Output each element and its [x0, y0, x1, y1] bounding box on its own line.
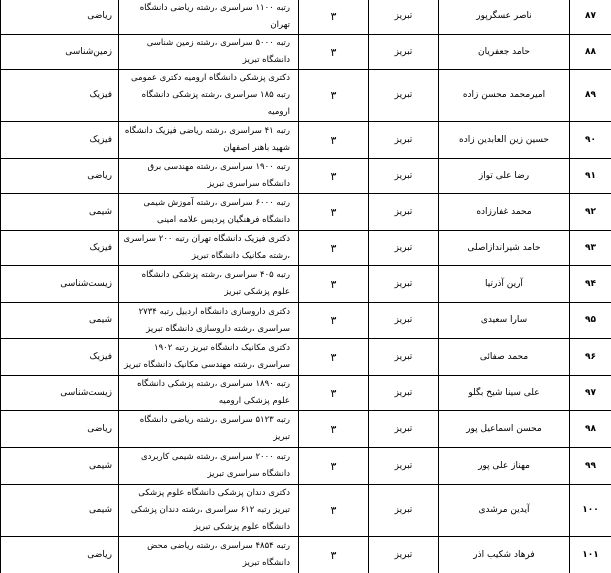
- field-of-study-cell: فیزیک: [1, 231, 119, 266]
- grade-cell: ۳: [299, 159, 369, 194]
- row-number-cell: ۹۱: [570, 159, 611, 194]
- grade-cell: ۳: [299, 485, 369, 537]
- row-number-cell: ۱۰۰: [570, 485, 611, 537]
- person-name-cell: امیرمحمد محسن زاده: [439, 70, 570, 122]
- rank-description-cell: رتبه ۲۰۰۰ سراسری ،رشته شیمی کاربردی دانشگاه سراسری تبریز: [119, 448, 299, 485]
- city-cell: تبریز: [369, 231, 439, 266]
- city-cell: تبریز: [369, 159, 439, 194]
- grade-cell: ۳: [299, 303, 369, 339]
- row-number-cell: ۹۳: [570, 231, 611, 266]
- field-of-study-cell: شیمی: [1, 485, 119, 537]
- rank-description-cell: رتبه ۶۰۰۰ سراسری ،رشته آموزش شیمی دانشگاه فرهنگیان پردیس علامه امینی: [119, 194, 299, 231]
- rank-description-cell: دکتری دندان پزشکی دانشگاه علوم پزشکی تبریز رتبه ۶۱۲ سراسری ،رشته دندان پزشکی دانشگاه علوم پزشکی تبریز: [119, 485, 299, 537]
- row-number-cell: ۹۸: [570, 411, 611, 448]
- grade-cell: ۳: [299, 448, 369, 485]
- field-of-study-cell: شیمی: [1, 303, 119, 339]
- field-of-study-cell: ریاضی: [1, 0, 119, 35]
- city-cell: تبریز: [369, 35, 439, 70]
- rank-description-cell: رتبه ۴۰۵ سراسری ،رشته پزشکی دانشگاه علوم پزشکی تبریز: [119, 266, 299, 303]
- rank-description-cell: رتبه ۱۸۹۰ سراسری ،رشته پزشکی دانشگاه علوم پزشکی ارومیه: [119, 376, 299, 411]
- person-name-cell: حامد شیراندازاصلی: [439, 231, 570, 266]
- table-row: [1, 537, 611, 573]
- grade-cell: ۳: [299, 194, 369, 231]
- person-name-cell: محمد صفائی: [439, 339, 570, 376]
- row-number-cell: ۹۹: [570, 448, 611, 485]
- field-of-study-cell: زیست‌شناسی: [1, 266, 119, 303]
- field-of-study-cell: فیزیک: [1, 339, 119, 376]
- row-number-cell: ۹۷: [570, 376, 611, 411]
- field-of-study-cell: زمین‌شناسی: [1, 35, 119, 70]
- city-cell: تبریز: [369, 485, 439, 537]
- city-cell: تبریز: [369, 448, 439, 485]
- city-cell: تبریز: [369, 122, 439, 159]
- rank-description-cell: رتبه ۴۸۵۴ سراسری ،رشته ریاضی محض دانشگاه تبریز: [119, 537, 299, 573]
- table-row: [1, 448, 611, 485]
- person-name-cell: سارا سعیدی: [439, 303, 570, 339]
- field-of-study-cell: شیمی: [1, 448, 119, 485]
- field-of-study-cell: ریاضی: [1, 411, 119, 448]
- city-cell: تبریز: [369, 194, 439, 231]
- city-cell: تبریز: [369, 339, 439, 376]
- row-number-cell: ۹۰: [570, 122, 611, 159]
- rank-description-cell: رتبه ۱۱۰۰ سراسری ،رشته ریاضی دانشگاه تهران: [119, 0, 299, 35]
- table-row: [1, 0, 611, 35]
- grade-cell: ۳: [299, 411, 369, 448]
- person-name-cell: آرین آذرتیا: [439, 266, 570, 303]
- city-cell: تبریز: [369, 0, 439, 35]
- table-row: [1, 35, 611, 70]
- field-of-study-cell: ریاضی: [1, 537, 119, 573]
- person-name-cell: محمد غفارزاده: [439, 194, 570, 231]
- table-row: [1, 231, 611, 266]
- row-number-cell: ۸۹: [570, 70, 611, 122]
- table-row: [1, 266, 611, 303]
- row-number-cell: ۹۵: [570, 303, 611, 339]
- grade-cell: ۳: [299, 0, 369, 35]
- grade-cell: ۳: [299, 339, 369, 376]
- grade-cell: ۳: [299, 266, 369, 303]
- rank-description-cell: رتبه ۵۰۰۰ سراسری ،رشته زمین شناسی دانشگاه تبریز: [119, 35, 299, 70]
- grade-cell: ۳: [299, 70, 369, 122]
- city-cell: تبریز: [369, 537, 439, 573]
- city-cell: تبریز: [369, 266, 439, 303]
- row-number-cell: ۸۸: [570, 35, 611, 70]
- person-name-cell: حسین زین العابدین زاده: [439, 122, 570, 159]
- city-cell: تبریز: [369, 411, 439, 448]
- person-name-cell: فرهاد شکیب اذر: [439, 537, 570, 573]
- person-name-cell: مهناز علی پور: [439, 448, 570, 485]
- grade-cell: ۳: [299, 231, 369, 266]
- person-name-cell: ناصر عسگرپور: [439, 0, 570, 35]
- field-of-study-cell: ریاضی: [1, 159, 119, 194]
- grade-cell: ۳: [299, 35, 369, 70]
- row-number-cell: ۱۰۱: [570, 537, 611, 573]
- table-row: [1, 376, 611, 411]
- person-name-cell: رضا علی تواز: [439, 159, 570, 194]
- grade-cell: ۳: [299, 122, 369, 159]
- table-row: [1, 70, 611, 122]
- city-cell: تبریز: [369, 70, 439, 122]
- table-row: [1, 159, 611, 194]
- row-number-cell: ۹۲: [570, 194, 611, 231]
- table-row: [1, 339, 611, 376]
- grade-cell: ۳: [299, 376, 369, 411]
- person-name-cell: علی سینا شیخ بگلو: [439, 376, 570, 411]
- table-row: [1, 303, 611, 339]
- city-cell: تبریز: [369, 376, 439, 411]
- table-row: [1, 485, 611, 537]
- person-name-cell: آیدین مرشدی: [439, 485, 570, 537]
- table-row: [1, 194, 611, 231]
- rank-description-cell: رتبه ۱۹۰۰ سراسری ،رشته مهندسی برق دانشگاه سراسری تبریز: [119, 159, 299, 194]
- rank-description-cell: رتبه ۴۱ سراسری ،رشته ریاضی فیزیک دانشگاه شهید باهنر اصفهان: [119, 122, 299, 159]
- field-of-study-cell: فیزیک: [1, 70, 119, 122]
- rank-description-cell: دکتری پزشکی دانشگاه ارومیه دکتری عمومی رتبه ۱۸۵ سراسری ،رشته پزشکی دانشگاه ارومیه: [119, 70, 299, 122]
- field-of-study-cell: شیمی: [1, 194, 119, 231]
- rank-description-cell: دکتری داروسازی دانشگاه اردبیل رتبه ۲۷۳۴ سراسری ،رشته داروسازی دانشگاه تبریز: [119, 303, 299, 339]
- person-name-cell: محسن اسماعیل پور: [439, 411, 570, 448]
- grade-cell: ۳: [299, 537, 369, 573]
- city-cell: تبریز: [369, 303, 439, 339]
- table-row: [1, 411, 611, 448]
- row-number-cell: ۹۶: [570, 339, 611, 376]
- row-number-cell: ۸۷: [570, 0, 611, 35]
- person-name-cell: حامد جعفریان: [439, 35, 570, 70]
- rank-description-cell: دکتری مکانیک دانشگاه تبریز رتبه ۱۹۰۲ سراسری ،رشته مهندسی مکانیک دانشگاه تبریز: [119, 339, 299, 376]
- field-of-study-cell: فیزیک: [1, 122, 119, 159]
- rank-description-cell: دکتری فیزیک دانشگاه تهران رتبه ۲۰۰ سراسری ،رشته مکانیک دانشگاه تبریز: [119, 231, 299, 266]
- row-number-cell: ۹۴: [570, 266, 611, 303]
- rank-description-cell: رتبه ۵۱۲۳ سراسری ،رشته ریاضی دانشگاه تبریز: [119, 411, 299, 448]
- field-of-study-cell: زیست‌شناسی: [1, 376, 119, 411]
- table-body: [1, 0, 611, 573]
- table-row: [1, 122, 611, 159]
